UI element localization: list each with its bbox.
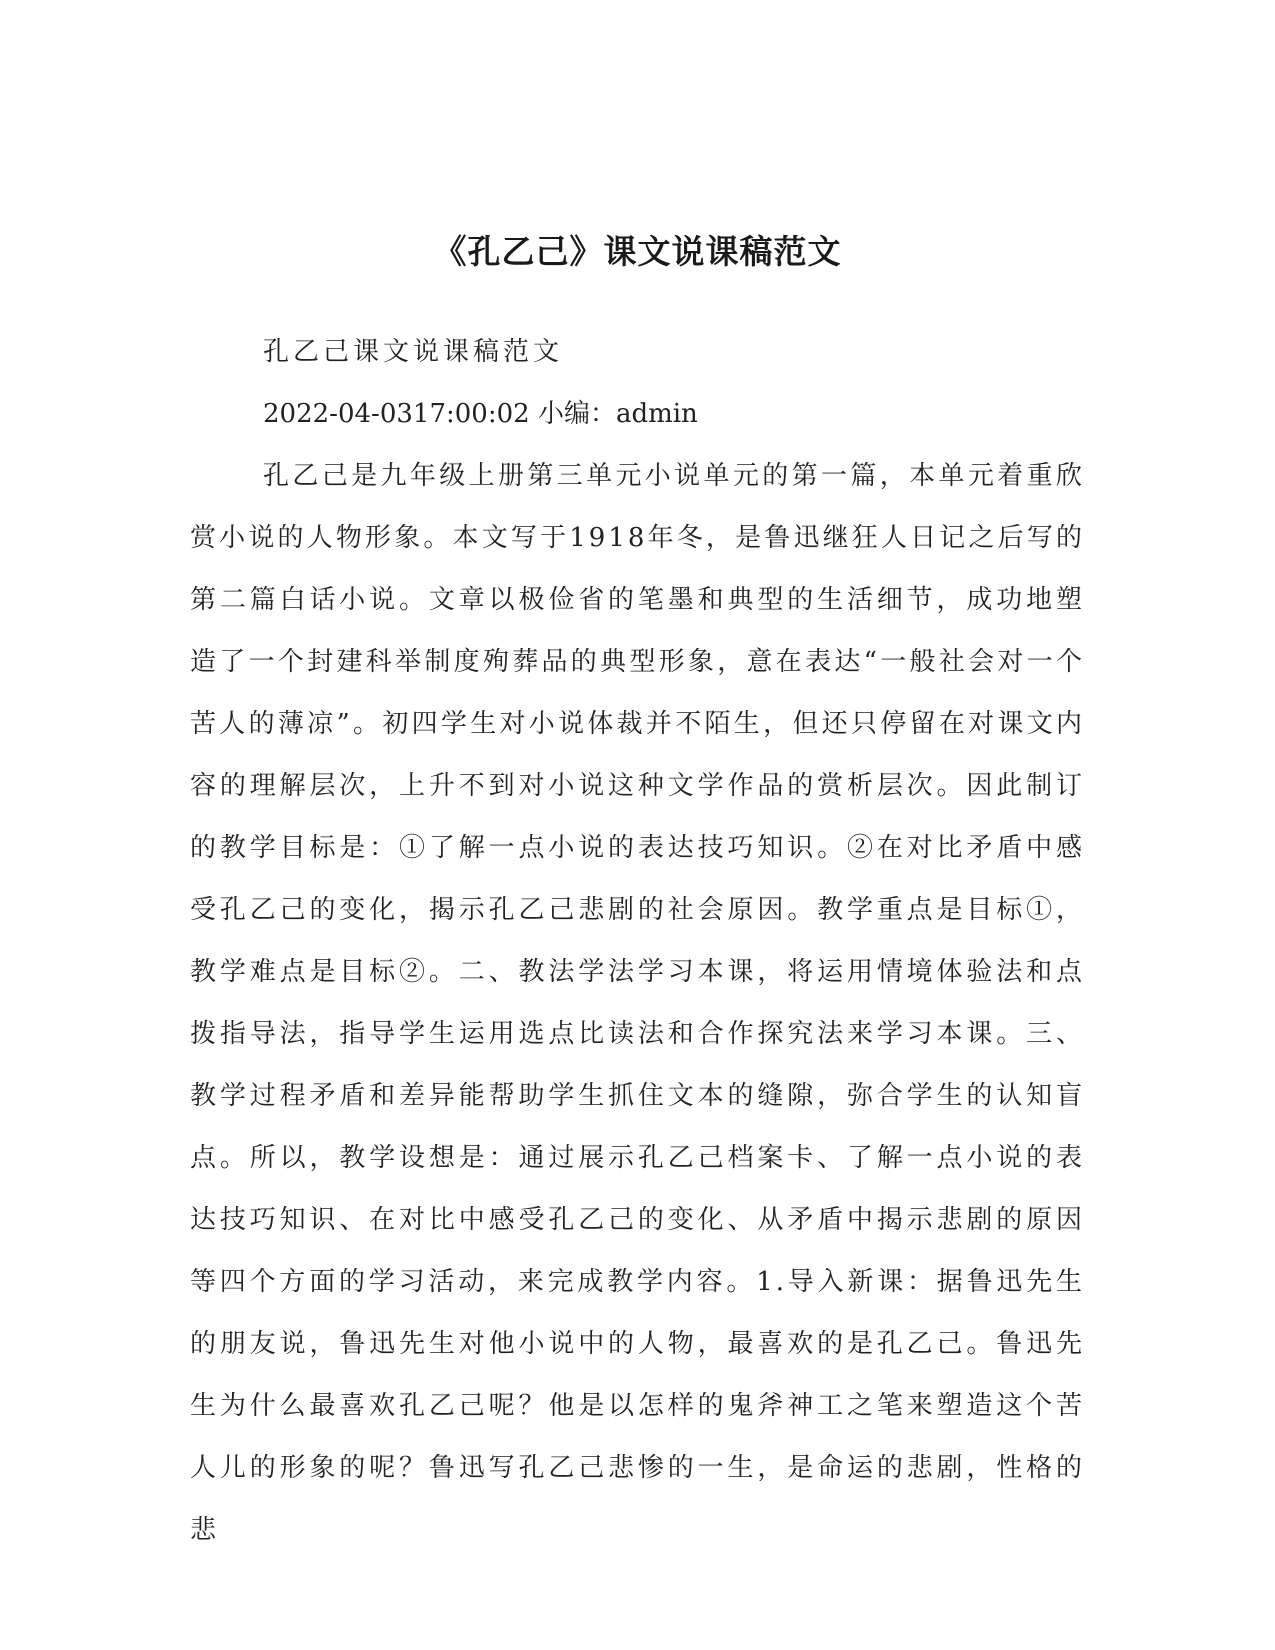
publish-meta: 2022-04-0317:00:02 小编：admin	[263, 399, 698, 429]
page-title: 《孔乙己》课文说课稿范文	[433, 232, 842, 272]
body-paragraph: 孔乙己是九年级上册第三单元小说单元的第一篇，本单元着重欣赏小说的人物形象。本文写于1918年冬，是鲁迅继狂人日记之后写的第二篇白话小说。文章以极俭省的笔墨和典型的生活细节，成功地塑造了一个封建科举制度殉葬品的典型形象，意在表达“一般社会对一个苦人的薄凉”。初四学生对小说体裁并不陌生，但还只停留在对课文内容的理解层次，上升不到对小说这种文学作品的赏析层次。因此制订的教学目标是：①了解一点小说的表达技巧知识。②在对比矛盾中感受孔乙己的变化，揭示孔乙己悲剧的社会原因。教学重点是目标①，教学难点是目标②。二、教法学法学习本课，将运用情境体验法和点拨指导法，指导学生运用选点比读法和合作探究法来学习本课。三、教学过程矛盾和差异能帮助学生抓住文本的缝隙，弥合学生的认知盲点。所以，教学设想是：通过展示孔乙己档案卡、了解一点小说的表达技巧知识、在对比中感受孔乙己的变化、从矛盾中揭示悲剧的原因等四个方面的学习活动，来完成教学内容。1.导入新课：据鲁迅先生的朋友说，鲁迅先生对他小说中的人物，最喜欢的是孔乙己。鲁迅先生为什么最喜欢孔乙己呢？他是以怎样的鬼斧神工之笔来塑造这个苦人儿的形象的呢？鲁迅写孔乙己悲惨的一生，是命运的悲剧，性格的悲	[190, 461, 1085, 1545]
document-subtitle: 孔乙己课文说课稿范文	[263, 337, 564, 367]
